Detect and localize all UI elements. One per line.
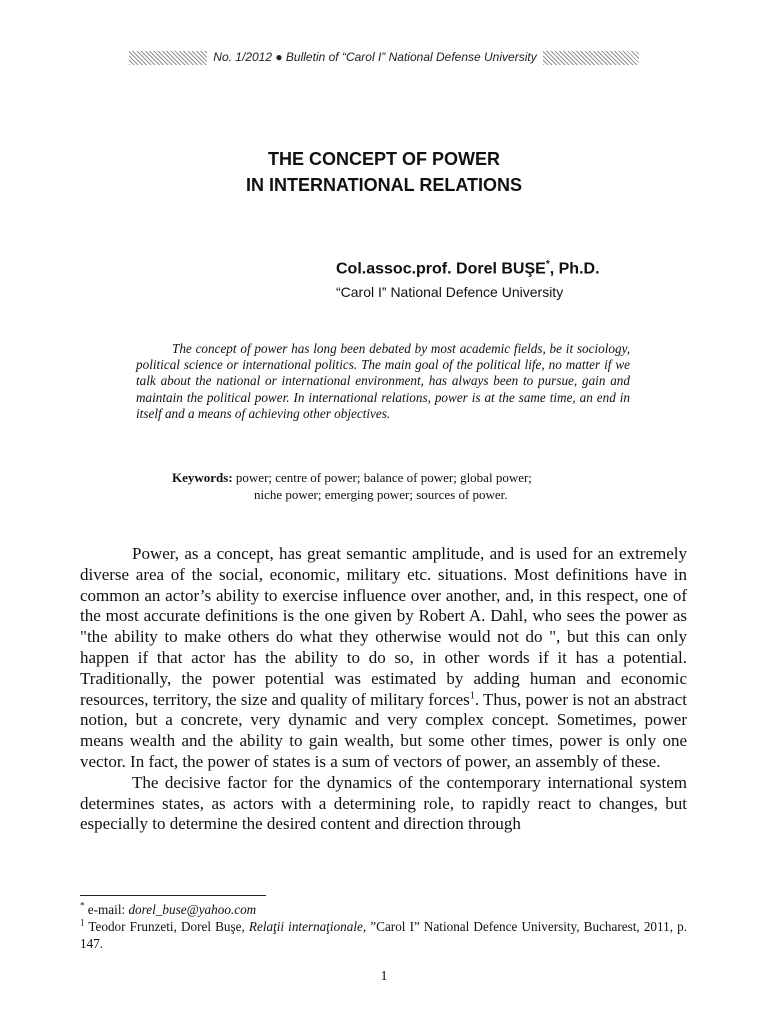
body-paragraph-1-part-b: . Thus, power is not an abstract notion, but a concrete, very dynamic and very complex concept. Sometimes, power means wealth and the ability to gain wealth, but some other times, power is only one vector. In fact, the power of states is a sum of vectors of power, an assembly of these. bbox=[80, 689, 687, 771]
footnote-marker-1: 1 bbox=[80, 917, 85, 928]
abstract: The concept of power has long been debated by most academic fields, be it sociology, political science or international politics. The main goal of the political life, no matter if we talk about the national or international environment, has always been to pursue, gain and maintain the political power. In international relations, power is at the same time, an end in itself and a means of achieving other objectives. bbox=[136, 341, 630, 421]
keywords bbox=[172, 469, 630, 503]
footnote-1-authors: Teodor Frunzeti, Dorel Buşe, bbox=[84, 919, 249, 934]
author-footnote-marker: * bbox=[545, 259, 550, 270]
keywords-line-2: niche power; emerging power; sources of power. bbox=[254, 487, 508, 502]
footnote-email bbox=[80, 901, 687, 918]
footnotes bbox=[80, 901, 687, 952]
running-header bbox=[0, 50, 768, 65]
keywords-label: Keywords: bbox=[172, 470, 233, 485]
footnote-1-publisher: , ”Carol I” National Defence University, Bucharest, 2011, p. 147. bbox=[80, 919, 687, 951]
author-name: Col.assoc.prof. Dorel BUŞE bbox=[336, 260, 546, 278]
author-line bbox=[336, 259, 600, 278]
article-title bbox=[0, 146, 768, 198]
header-ornament-left bbox=[129, 51, 207, 65]
header-ornament-right bbox=[543, 51, 639, 65]
footnote-marker-star: * bbox=[80, 900, 85, 911]
body-text bbox=[80, 544, 687, 835]
title-line-2: IN INTERNATIONAL RELATIONS bbox=[246, 175, 522, 195]
page-number: 1 bbox=[380, 969, 388, 984]
footnote-1 bbox=[80, 918, 687, 952]
footnote-ref-1: 1 bbox=[469, 689, 475, 701]
author-email: dorel_buse@yahoo.com bbox=[128, 902, 257, 917]
author-degree: , Ph.D. bbox=[549, 260, 600, 278]
footnote-email-label: e-mail: bbox=[84, 902, 129, 917]
body-paragraph-2: The decisive factor for the dynamics of the contemporary international system determines states, as actors with a determining role, to rapidly react to changes, but especially to determine the desired content and direction through bbox=[80, 772, 687, 834]
author-affiliation: “Carol I” National Defence University bbox=[336, 284, 564, 300]
body-paragraph-1 bbox=[80, 544, 687, 773]
footnote-1-title: Relaţii internaţionale bbox=[248, 919, 363, 934]
body-paragraph-1-part-a: Power, as a concept, has great semantic amplitude, and is used for an extremely diverse area of the social, economic, military etc. situations. Most definitions have in common an actor’s ability to exercise influence over another, and, in this respect, one of the most accurate definitions is the one given by Robert A. Dahl, who sees the power as "the ability to make others do what they otherwise would not do ", but this can only happen if that actor has the ability to do so, in other words if it has a potential. Traditionally, the power potential was estimated by adding human and economic resources, territory, the size and quality of military forces bbox=[80, 544, 687, 709]
footnote-separator bbox=[80, 895, 266, 896]
title-line-1: THE CONCEPT OF POWER bbox=[267, 149, 500, 169]
keywords-line-1: power; centre of power; balance of power; global power; bbox=[235, 470, 532, 485]
header-text: No. 1/2012 ● Bulletin of “Carol I” National Defense University bbox=[213, 50, 537, 64]
